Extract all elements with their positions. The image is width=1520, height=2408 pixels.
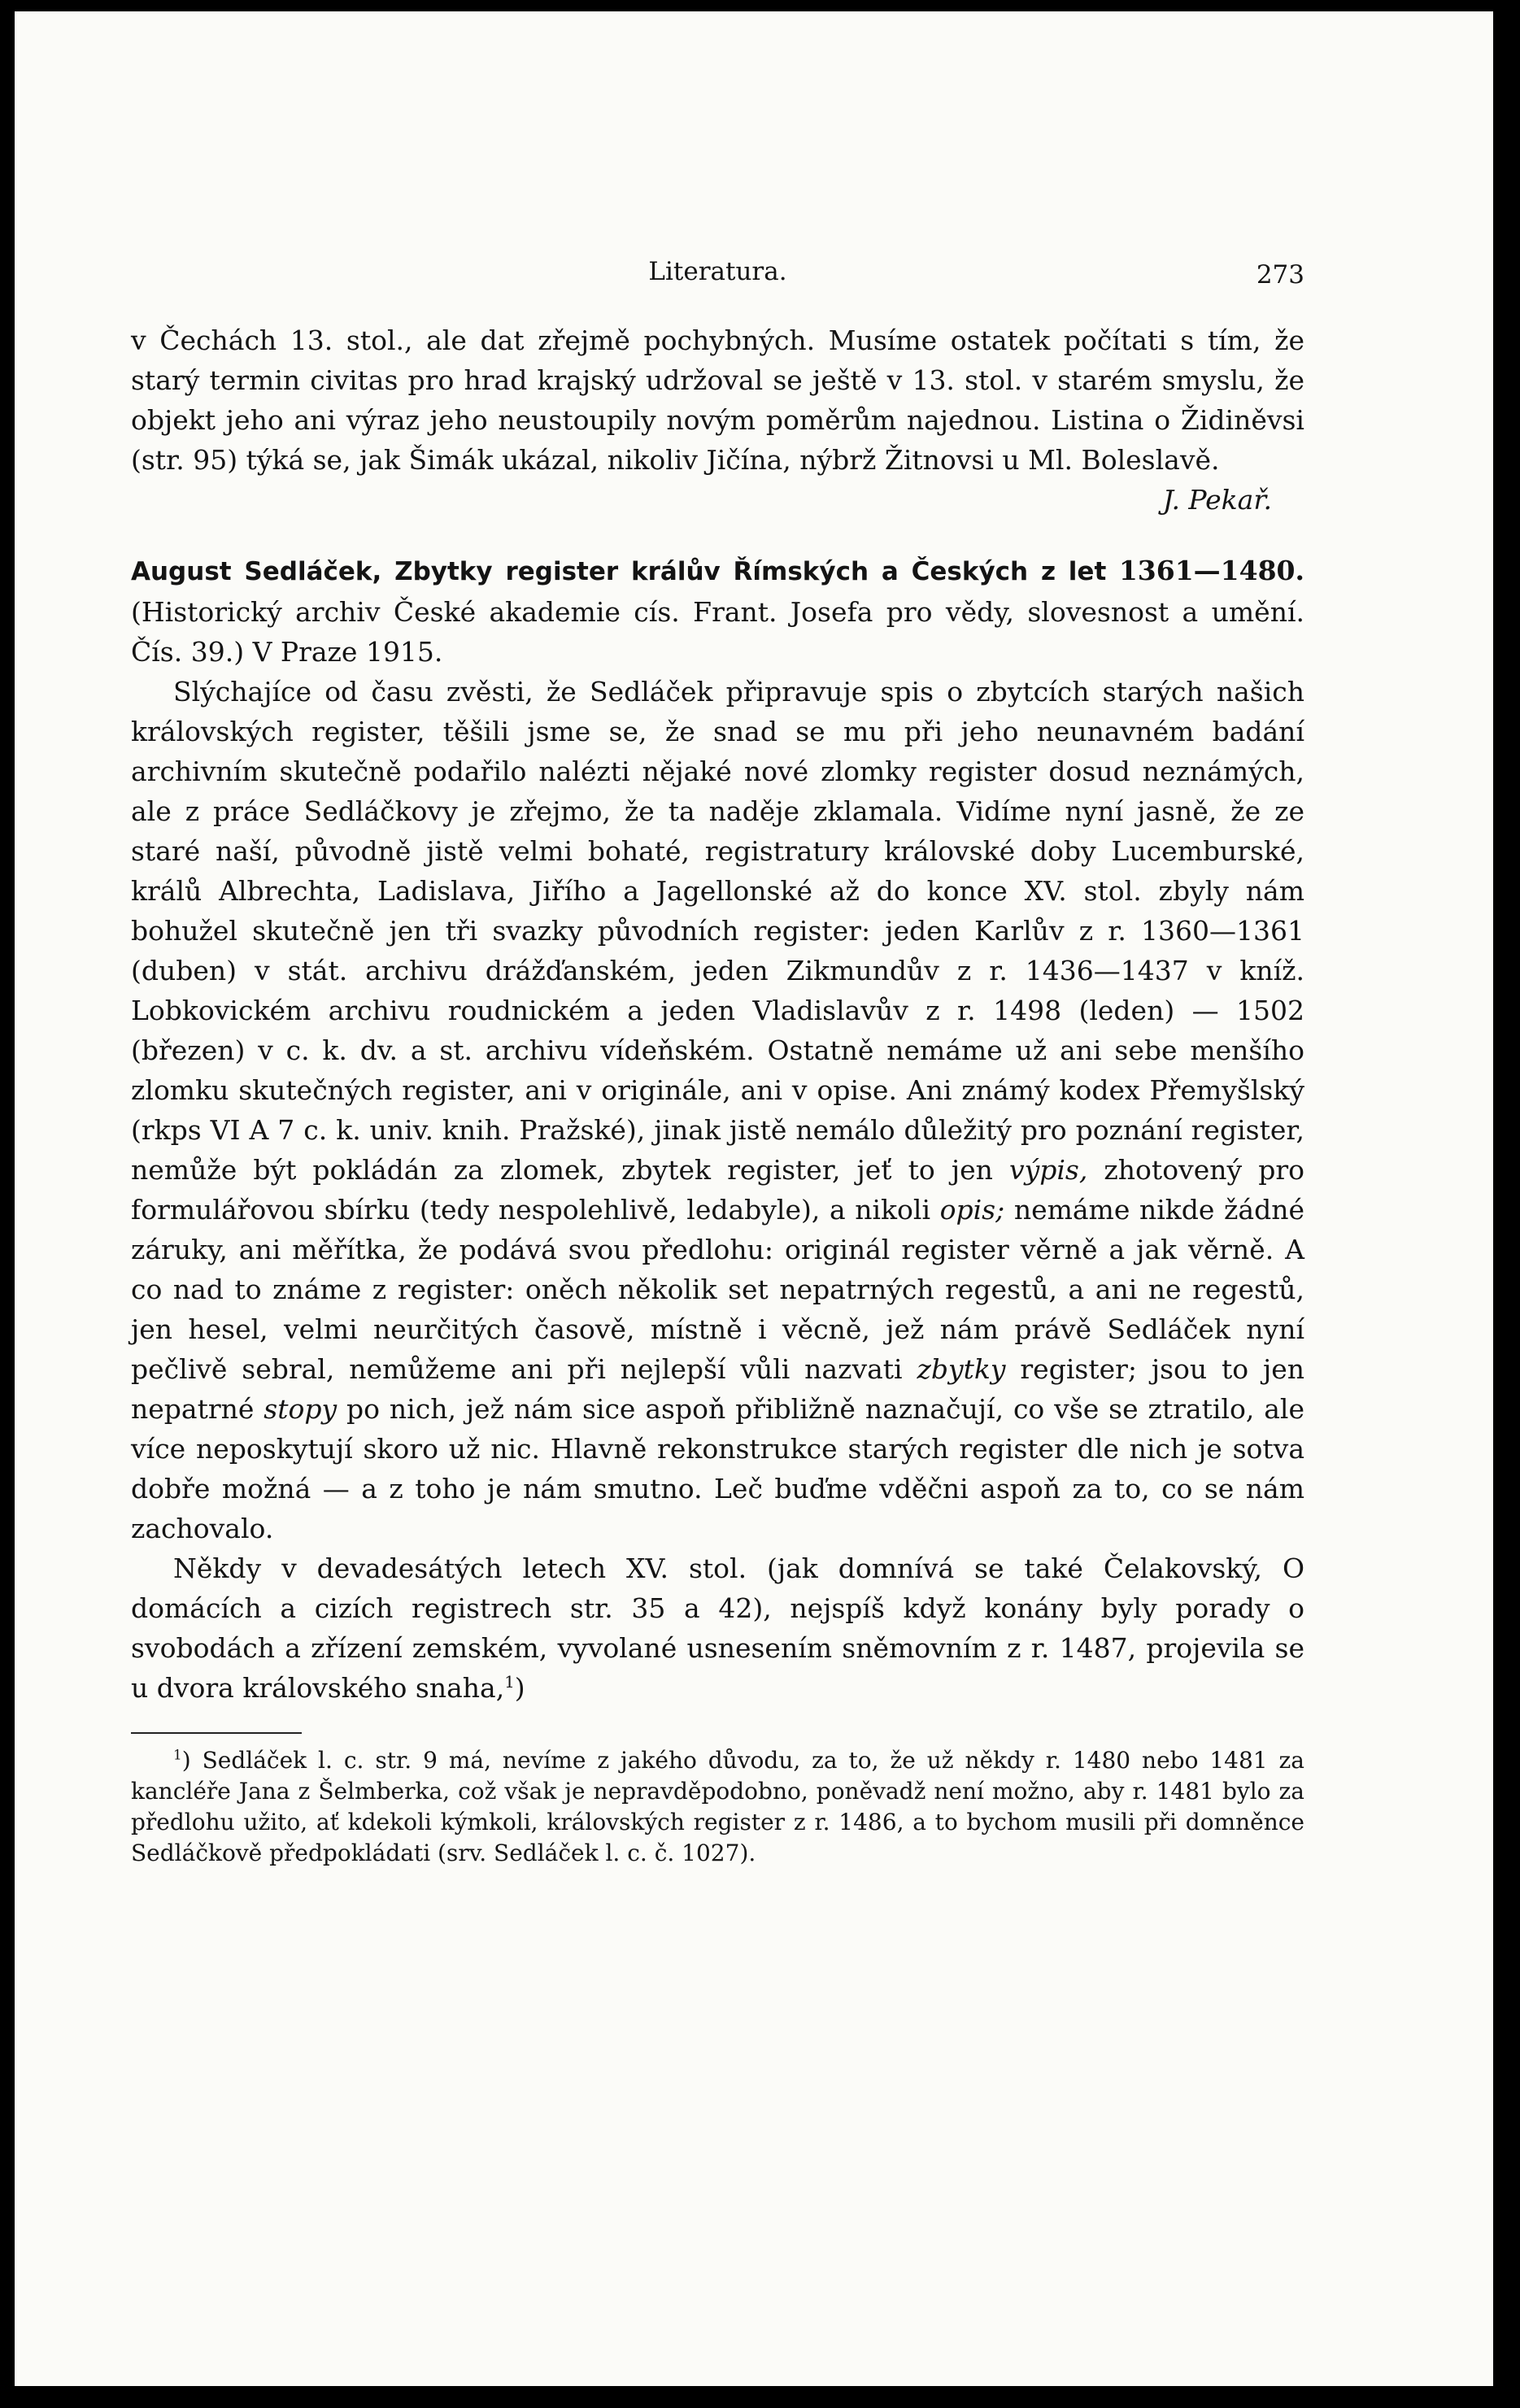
text-run: register; jsou to jen nepatrné	[131, 1353, 1304, 1425]
running-head: Literatura.	[648, 257, 787, 286]
reviewer-signature: J. Pekař.	[1162, 484, 1272, 516]
main-text	[131, 320, 1304, 1708]
continuation-paragraph: v Čechách 13. stol., ale dat zřejmě pochybných. Musíme ostatek počítati s tím, že starý termin civitas pro hrad krajský udržoval se ještě v 13. stol. v starém smyslu, že objekt jeho ani výraz jeho neustoupily novým poměrům najednou. Listina o Židiněvsi (str. 95) týká se, jak Šimák ukázal, nikoliv Jičína, nýbrž Žitnovsi u Ml. Boleslavě.	[131, 324, 1304, 476]
review-years: 1361—1480.	[1118, 555, 1304, 586]
text-run: Slýchajíce od času zvěsti, že Sedláček připravuje spis o zbytcích starých našich královských register, těšili jsme se, že snad se mu při jeho neunavném badání archivním skutečně podařilo nalézti nějaké nové zlomky register dosud neznámých, ale z práce Sedláčkovy je zřejmo, že ta naděje zklamala. Vidíme nyní jasně, že ze staré naší, původně jistě velmi bohaté, registratury královské doby Lucemburské, králů Albrechta, Ladislava, Jiřího a Jagellonské až do konce XV. stol. zbyly nám bohužel skutečně jen tři svazky původních register: jeden Karlův z r. 1360—1361 (duben) v stát. archivu drážďanském, jeden Zikmundův z r. 1436—1437 v kníž. Lobkovickém archivu roudnickém a jeden Vladislavův z r. 1498 (leden) — 1502 (březen) v c. k. dv. a st. archivu vídeňském. Ostatně nemáme už ani sebe menšího zlomku skutečných register, ani v originále, ani v opise. Ani známý kodex Přemyšlský (rkps VI A 7 c. k. univ. knih. Pražské), jinak jistě nemálo důležitý pro poznání register, nemůže být pokládán za zlomek, zbytek register, jeť to jen	[131, 676, 1304, 1186]
text-run: nemáme nikde žádné záruky, ani měřítka, že podává svou předlohu: originál register věrně a jak věrně. A co nad to známe z register: oněch několik set nepatrných regestů, a ani ne regestů, jen hesel, velmi neurčitých časově, místně i věcně, jež nám právě Sedláček nyní pečlivě sebral, nemůžeme ani při nejlepší vůli nazvati	[131, 1194, 1304, 1385]
review-bibliographic: (Historický archiv České akademie cís. Frant. Josefa pro vědy, slovesnost a umění. Čís. 39.) V Praze 1915.	[131, 596, 1304, 668]
book-page	[15, 11, 1493, 2386]
text-run: Někdy v devadesátých letech XV. stol. (jak domnívá se také Čelakovský, O domácích a cizích registrech str. 35 a 42), nejspíš když konány byly porady o svobodách a zřízení zemském, vyvolané usnesením sněmovním z r. 1487, projevila se u dvora královského snaha,	[131, 1552, 1304, 1704]
text-run: po nich, jež nám sice aspoň přibližně naznačují, co vše se ztratilo, ale více neposkytují skoro už nic. Hlavně rekonstrukce starých register dle nich je sotva dobře možná — a z toho je nám smutno. Leč buďme vděčni aspoň za to, co se nám zachovalo.	[131, 1393, 1304, 1544]
review-author-title: August Sedláček, Zbytky register králův Římských a Českých z let	[131, 557, 1107, 586]
footnote-text: Sedláček l. c. str. 9 má, nevíme z jakého důvodu, za to, že už někdy r. 1480 nebo 1481 za kancléře Jana z Šelmberka, což však je nepravděpodobno, poněvadž není možno, aby r. 1481 bylo za předlohu užito, ať kdekoli kýmkoli, královských register z r. 1486, a to bychom musili při domněnce Sedláčkově předpokládati (srv. Sedláček l. c. č. 1027).	[131, 1747, 1304, 1866]
text-run: zhotovený pro formulářovou sbírku (tedy nespolehlivě, ledabyle), a nikoli	[131, 1154, 1304, 1226]
emphasis-opis: opis;	[939, 1194, 1005, 1226]
footnote-rule	[131, 1732, 302, 1734]
emphasis-vypis: výpis,	[1008, 1154, 1088, 1186]
text-run: )	[514, 1672, 525, 1704]
footnote-marker-paren: )	[181, 1747, 191, 1774]
page-number: 273	[1256, 260, 1304, 290]
review-paragraph-1	[131, 672, 1304, 1548]
review-heading	[131, 551, 1304, 672]
emphasis-stopy: stopy	[263, 1393, 338, 1425]
page-header	[131, 241, 1304, 298]
footnote-reference: 1	[504, 1673, 515, 1692]
footnote	[131, 1745, 1304, 1869]
emphasis-zbytky: zbytky	[917, 1353, 1006, 1385]
page-content	[131, 241, 1304, 1869]
footnote-marker: 1	[173, 1746, 182, 1763]
review-paragraph-2	[131, 1548, 1304, 1708]
